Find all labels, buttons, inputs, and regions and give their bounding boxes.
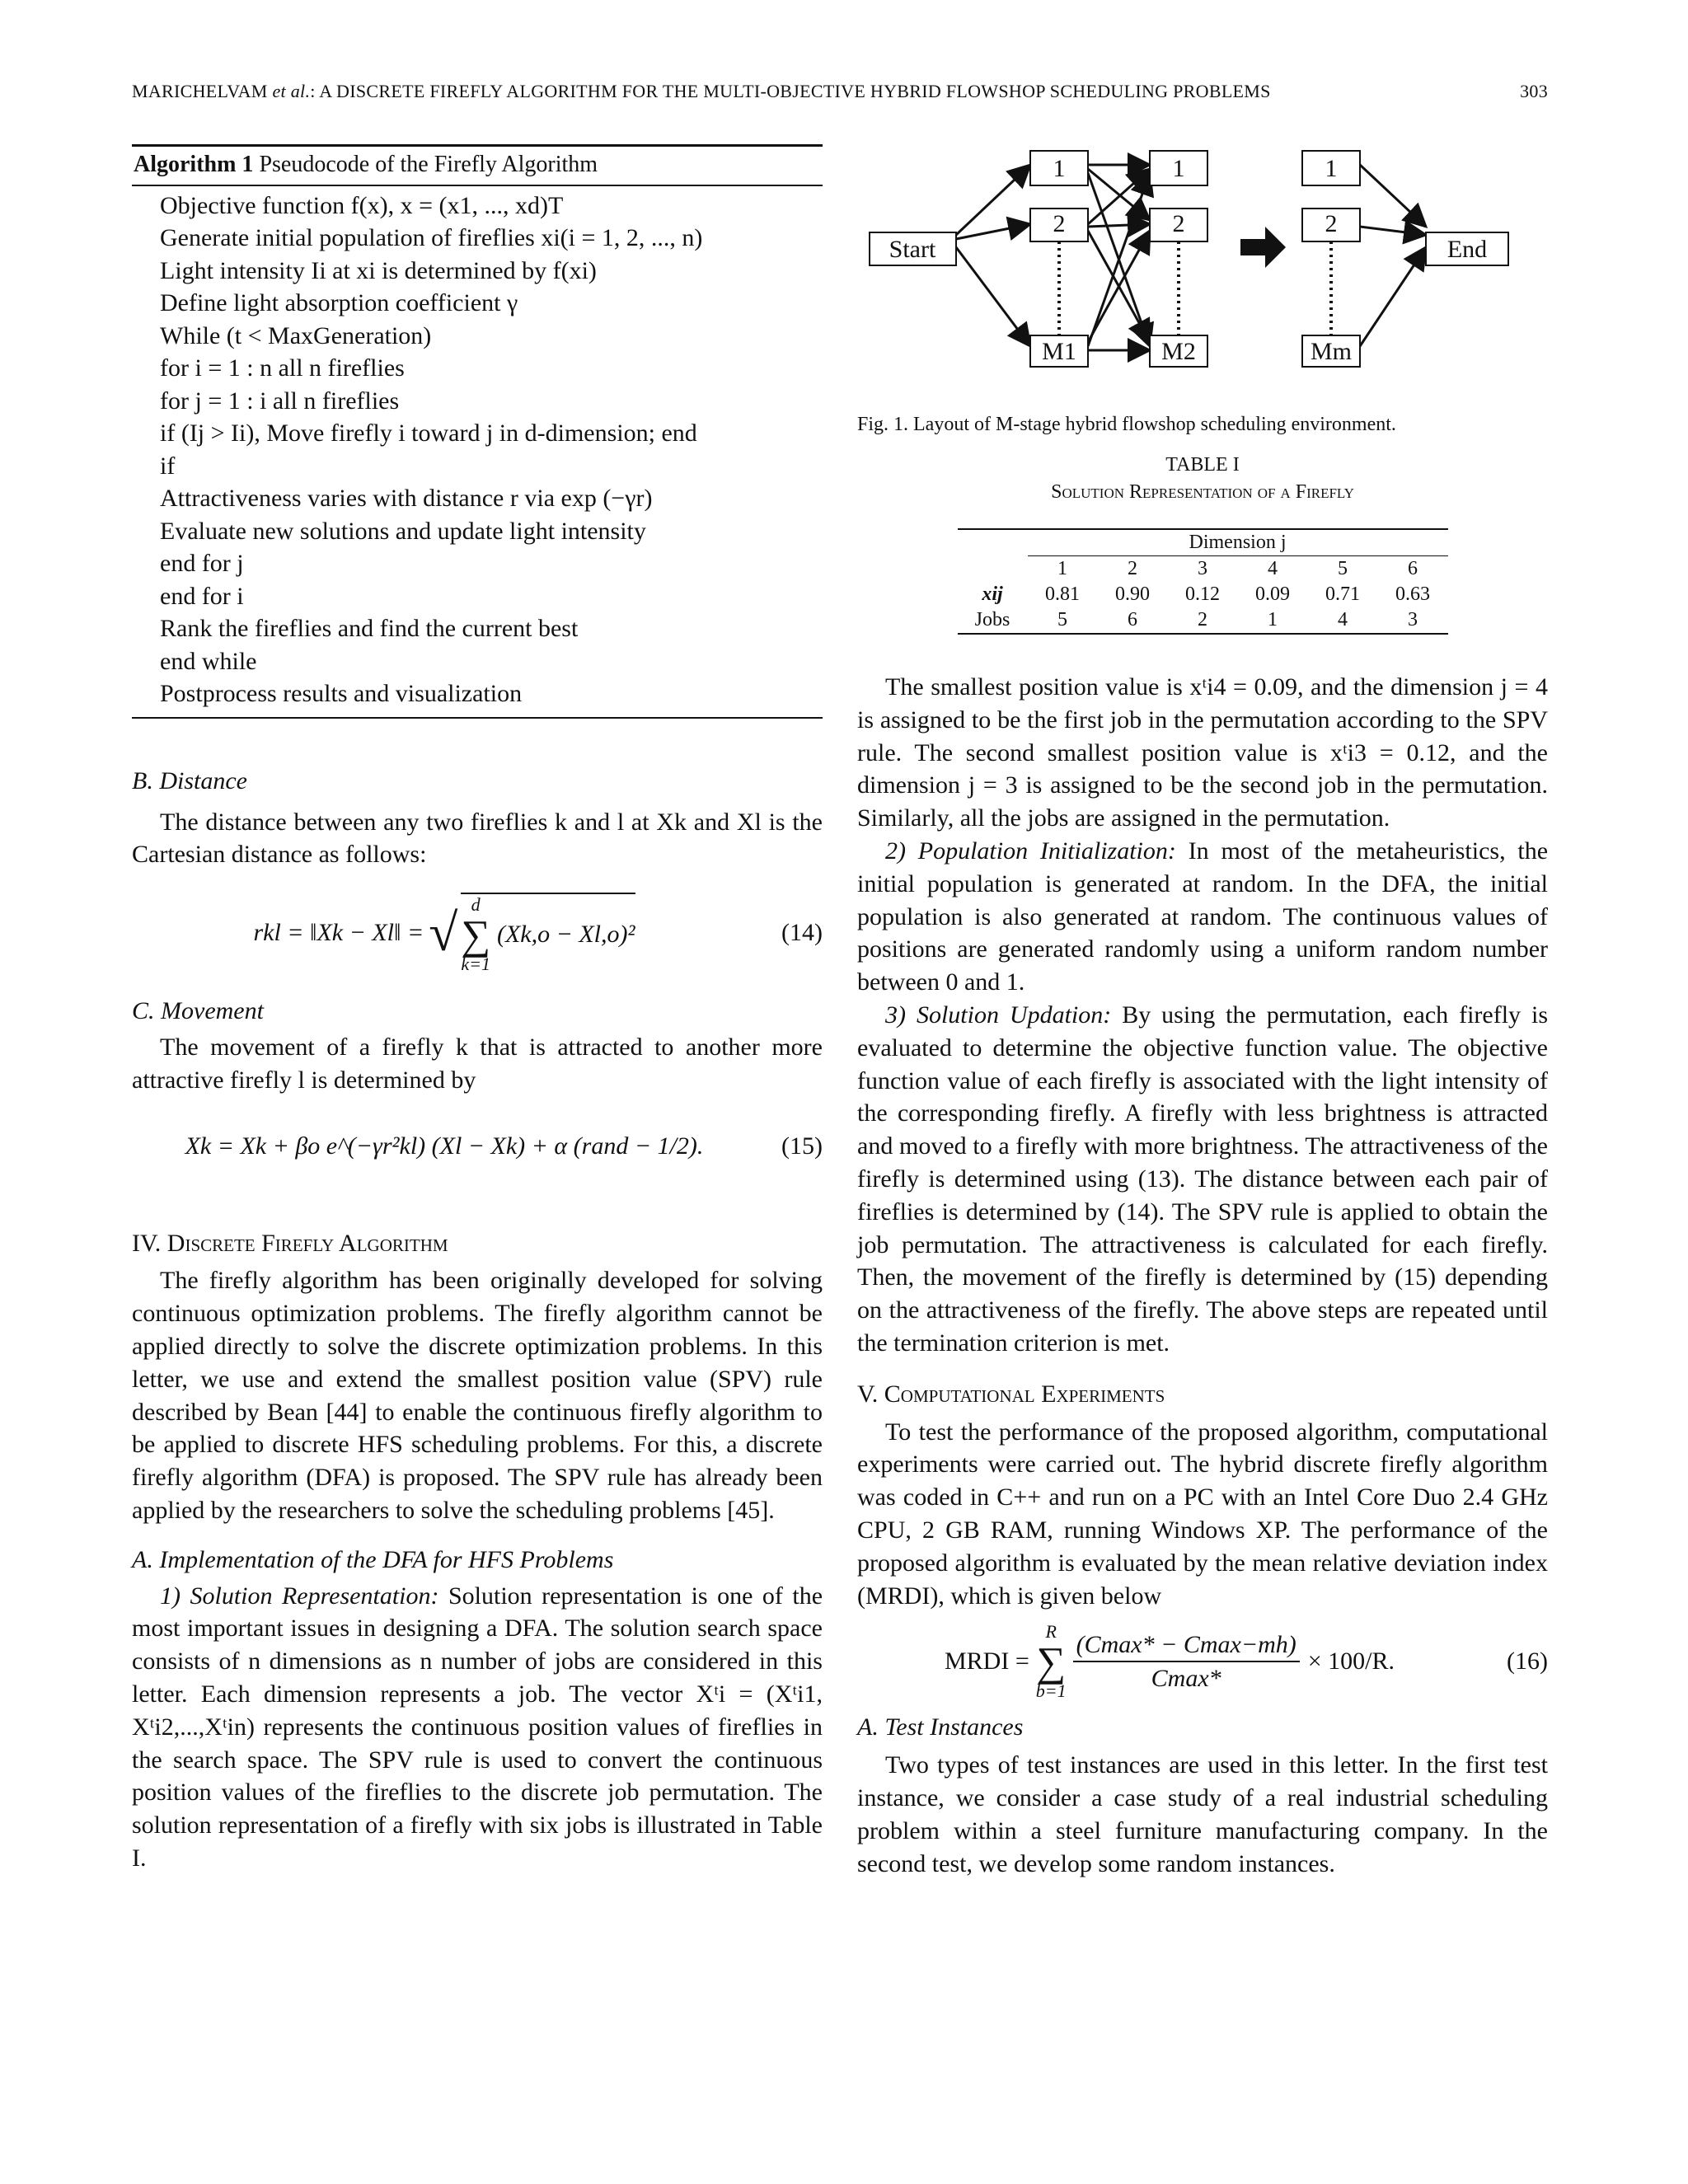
- eq16-numerator: (Cmax* − Cmax−mh): [1073, 1629, 1300, 1663]
- left-column: [132, 144, 823, 1875]
- algorithm-title: Algorithm 1 Pseudocode of the Firefly Algorithm: [132, 147, 823, 186]
- section-v-a-para: Two types of test instances are used in this letter. In the first test instance, we consider a case study of a real industrial scheduling problem within a steel furniture manufacturing company. In the second test, we develop some random instances.: [857, 1751, 1548, 1877]
- stage1-machine-label: 2: [1053, 210, 1066, 237]
- table-cell: 1: [1268, 609, 1278, 630]
- table-row: [958, 582, 1448, 607]
- eq14-sum-top: d: [471, 894, 481, 916]
- eq14-lhs: rkl = ‖Xk − Xl‖ =: [253, 919, 424, 947]
- item-2-para: [857, 835, 1548, 999]
- stage2-machine-label: M2: [1161, 338, 1196, 365]
- table-cell: 3: [1408, 609, 1418, 630]
- stage2-machine-label: 1: [1172, 155, 1185, 182]
- sigma-icon: ∑: [461, 912, 490, 958]
- table-cell: 5: [1338, 558, 1348, 579]
- header-title: MARICHELVAM et al.: A DISCRETE FIREFLY ALGORITHM FOR THE MULTI-OBJECTIVE HYBRID FLOWSHOP SCHEDULING PROBLEMS: [132, 81, 1271, 101]
- table-cell: 2: [1128, 558, 1137, 579]
- sqrt-icon: √: [429, 903, 458, 963]
- section-v-a-heading: A. Test Instances: [857, 1713, 1024, 1741]
- eq16-sum-top: R: [1045, 1621, 1057, 1643]
- table-cell: 0.81: [1045, 583, 1080, 605]
- table-1-corner: [958, 529, 1028, 556]
- item-3-para: [857, 999, 1548, 1360]
- item-2-text: In most of the metaheuristics, the initial population is generated at random. In the DFA, the initial population is also generated at random. The continuous values of positions are generated randomly using a uniform random number between 0 and 1.: [857, 837, 1549, 996]
- table-cell: 0.90: [1115, 583, 1150, 605]
- stagem-machine-label: 2: [1325, 210, 1338, 237]
- algorithm-line: Attractiveness varies with distance r via exp (−γr): [160, 485, 653, 513]
- spv-para: The smallest position value is xᵗi4 = 0.09, and the dimension j = 4 is assigned to be the first job in the permutation according to the SPV rule. The second smallest position value is xᵗi3 = 0.12, and the dimension j = 3 is assigned to be the second job in the permutation. Similarly, all the jobs are assigned in the permutation.: [857, 673, 1548, 832]
- table-cell: 6: [1128, 609, 1137, 630]
- eq16-sum-bottom: b=1: [1035, 1680, 1067, 1702]
- section-iv-para: The firefly algorithm has been originally developed for solving continuous optimization problems. The firefly algorithm cannot be applied directly to solve the discrete optimization problems. In this letter, we use and extend the smallest position value (SPV) rule described by Bean [44] to enable the continuous firefly algorithm to be applied to discrete HFS scheduling problems. For this, a discrete firefly algorithm (DFA) is proposed. The SPV rule has already been applied by the researchers to solve the scheduling problems [45].: [132, 1267, 823, 1524]
- item-1-para: [132, 1580, 823, 1875]
- section-v-heading: V. Computational Experiments: [857, 1380, 1165, 1408]
- table-cell: 5: [1057, 609, 1067, 630]
- running-header: [132, 81, 1548, 102]
- equation-15: [132, 1097, 823, 1196]
- page-number: 303: [1520, 81, 1548, 101]
- algorithm-box: [132, 144, 823, 719]
- right-text: [857, 671, 1548, 1880]
- eq14-term: (Xk,o − Xl,o)²: [496, 921, 635, 949]
- algorithm-line: end for i: [160, 582, 244, 610]
- algorithm-line: Define light absorption coefficient γ: [160, 289, 518, 317]
- stagem-machine-label: Mm: [1310, 338, 1353, 365]
- eq15-body: Xk = Xk + βo e^(−γr²kl) (Xl − Xk) + α (rand − 1/2).: [185, 1132, 704, 1160]
- algorithm-line: Objective function f(x), x = (x1, ..., xd)T: [160, 191, 564, 219]
- section-c-heading: C. Movement: [132, 997, 264, 1025]
- item-3-label: 3) Solution Updation:: [885, 1001, 1112, 1029]
- table-1-title: Solution Representation of a Firefly: [1051, 481, 1354, 503]
- algorithm-line: Rank the fireflies and find the current best: [160, 615, 579, 643]
- algorithm-line: end while: [160, 647, 257, 675]
- item-1-text: Solution representation is one of the most important issues in designing a DFA. The solution search space consists of n dimensions as n number of jobs are considered in this letter. Each dimension represents a job. The vector Xᵗi = (Xᵗi1, Xᵗi2,...,Xᵗin) represents the continuous position values of fireflies in the search space. The SPV rule is used to convert the continuous position values of the fireflies to the discrete job permutation. The solution representation of a firefly with six jobs is illustrated in Table I.: [132, 1582, 823, 1872]
- table-1-label: TABLE I: [1165, 454, 1240, 476]
- section-iv-heading: IV. Discrete Firefly Algorithm: [132, 1229, 448, 1257]
- stagem-machine-label: 1: [1325, 155, 1338, 182]
- eq15-number: (15): [781, 1132, 823, 1160]
- table-row-label: Jobs: [974, 609, 1010, 630]
- equation-14: [132, 871, 823, 995]
- start-label: Start: [889, 236, 936, 263]
- table-cell: 2: [1198, 609, 1207, 630]
- figure-1-caption: Fig. 1. Layout of M-stage hybrid flowshop scheduling environment.: [857, 414, 1396, 435]
- table-cell: 0.09: [1255, 583, 1290, 605]
- table-cell: 6: [1408, 558, 1418, 579]
- big-arrow-icon: [1240, 227, 1286, 268]
- table-cell: 4: [1338, 609, 1348, 630]
- table-cell: 0.63: [1395, 583, 1430, 605]
- eq14-sum-bottom: k=1: [461, 954, 490, 975]
- table-cell: 0.71: [1325, 583, 1360, 605]
- algorithm-line: end for j: [160, 550, 244, 578]
- stage1-machine-label: M1: [1042, 338, 1076, 365]
- flow-arrows: [956, 165, 1426, 350]
- eq16-lhs: MRDI =: [944, 1647, 1029, 1675]
- sigma-icon: ∑: [1036, 1638, 1066, 1685]
- stage1-machine-label: 1: [1053, 155, 1066, 182]
- eq16-denominator: Cmax*: [1151, 1665, 1221, 1693]
- section-b-heading: B. Distance: [132, 766, 247, 794]
- table-cell: 4: [1268, 558, 1278, 579]
- end-label: End: [1447, 236, 1488, 263]
- algorithm-line: for j = 1 : i all n fireflies: [160, 387, 400, 415]
- section-c-para: The movement of a firefly k that is attracted to another more attractive firefly l is determined by: [132, 1033, 823, 1094]
- algorithm-line: if: [160, 452, 176, 480]
- eq16-number: (16): [1507, 1647, 1548, 1675]
- section-b-para: The distance between any two fireflies k and l at Xk and Xl is the Cartesian distance as follows:: [132, 808, 823, 869]
- equation-16: [857, 1612, 1548, 1711]
- algorithm-line: Postprocess results and visualization: [160, 680, 523, 708]
- algorithm-line: for i = 1 : n all n fireflies: [160, 354, 405, 382]
- item-1-label: 1) Solution Representation:: [160, 1582, 439, 1610]
- figure-1-diagram: [857, 144, 1548, 391]
- table-row: [958, 556, 1448, 583]
- table-row-label: xij: [982, 583, 1003, 605]
- table-1: [958, 528, 1448, 635]
- section-v-para: To test the performance of the proposed algorithm, computational experiments were carried out. The hybrid discrete firefly algorithm was coded in C++ and run on a PC with an Intel Core Duo 2.4 GHz CPU, 2 GB RAM, running Windows XP. The performance of the proposed algorithm is evaluated by the mean relative deviation index (MRDI), which is given below: [857, 1418, 1548, 1610]
- stage2-machine-label: 2: [1172, 210, 1185, 237]
- eq14-number: (14): [781, 919, 823, 947]
- right-column: [857, 144, 1548, 1880]
- algorithm-lines: [132, 186, 823, 717]
- algorithm-line: While (t < MaxGeneration): [160, 321, 432, 349]
- algorithm-line: if (Ij > Ii), Move firefly i toward j in d-dimension; end: [160, 419, 697, 448]
- algorithm-line: Light intensity Ii at xi is determined by f(xi): [160, 256, 597, 284]
- item-3-text: By using the permutation, each firefly is evaluated to determine the objective function value. The objective function value of each firefly is associated with the light intensity of the corresponding firefly. A firefly with less brightness is attracted and moved to a firefly with more brightness. The attractiveness of the firefly is determined using (13). The distance between each pair of fireflies is determined by (14). The SPV rule is applied to obtain the job permutation. The attractiveness is calculated for each firefly. Then, the movement of the firefly is determined by (15) depending on the attractiveness of the firefly. The above steps are repeated until the termination criterion is met.: [857, 1001, 1549, 1357]
- table-cell: 3: [1198, 558, 1207, 579]
- item-2-label: 2) Population Initialization:: [885, 837, 1176, 865]
- table-row: [958, 607, 1448, 634]
- algorithm-line: Evaluate new solutions and update light intensity: [160, 517, 646, 545]
- table-cell: 0.12: [1185, 583, 1220, 605]
- eq16-tail: × 100/R.: [1307, 1647, 1395, 1675]
- section-iv-a-heading: A. Implementation of the DFA for HFS Problems: [132, 1545, 614, 1573]
- table-cell: 1: [1057, 558, 1067, 579]
- algorithm-line: Generate initial population of fireflies xi(i = 1, 2, ..., n): [160, 224, 703, 252]
- table-1-group-header: Dimension j: [1028, 529, 1448, 556]
- table-1-corner: [958, 556, 1028, 583]
